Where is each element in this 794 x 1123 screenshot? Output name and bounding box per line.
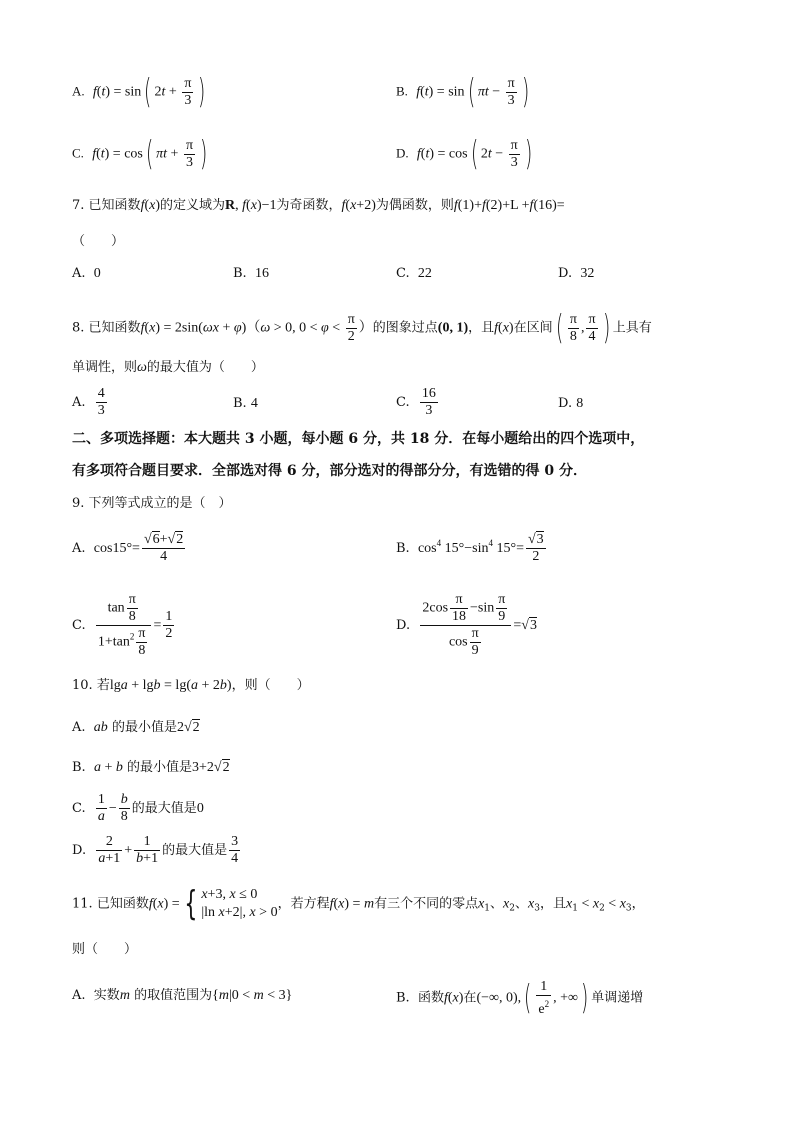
- q7-stem: 7. 已知函数f(x)的定义域为R, f(x)−1为奇函数，f(x+2)为偶函数，则f(1)+f(2)+L +f(16)=: [72, 198, 565, 213]
- q6-option-b[interactable]: B. f(t) = sin( πt − $\frac{\pi}{3}$ ): [396, 72, 529, 112]
- q8-option-c[interactable]: C. $\frac{16}{3}$: [396, 386, 436, 418]
- q6-option-a[interactable]: A. f(t) = sin( 2t + $\frac{\pi}{3}$ ): [72, 72, 206, 112]
- q7-option-c[interactable]: C. 22: [396, 266, 432, 281]
- q9-option-b[interactable]: B. $\cos^4 15^\circ-\sin^4$ 15°= $\frac{√3}{2}$: [396, 532, 544, 564]
- q10-option-c[interactable]: C. $\frac{1}{a}$ − $\frac{b}{8}$ 的最大值是0: [72, 792, 204, 824]
- q11-option-a[interactable]: A. 实数m 的取值范围为{m|0 < m < 3}: [72, 988, 293, 1003]
- q7-option-a[interactable]: A. 0: [72, 266, 101, 281]
- q10-stem: 10. 若lga + lgb = lg(a + 2b)，则（ ）: [72, 678, 310, 693]
- q8-option-a[interactable]: A. $\frac{4}{3}$: [72, 386, 105, 418]
- q6-option-c[interactable]: C. f(t) = cos( πt + $\frac{\pi}{3}$ ): [72, 134, 208, 174]
- q10-option-a[interactable]: A. ab 的最小值是2√2: [72, 720, 200, 735]
- q8-option-d[interactable]: D. 8: [558, 396, 584, 411]
- q8-stem: 8. 已知函数f(x) = 2sin(ωx + φ)（ω > 0, 0 < φ < $\frac{\pi}{2}$ ）的图象过点(0, 1)，且f(x)在区间( $\frac{\pi}{8}$ , $\frac{\pi}{4}$ ) 上具有: [72, 308, 652, 348]
- q6-a-expr: f: [92, 84, 97, 100]
- q11-option-b[interactable]: B. 函数f(x)在(−∞, 0),( $\frac{1}{e^2}$ , +∞) 单调递增: [396, 978, 644, 1018]
- q11-stem: 11. 已知函数f(x) = { x+3, x ≤ 0 |ln x+2|, x > 0，若方程f(x) = m有三个不同的零点$x_1$、$x_2$、$x_3$，且$x_1 < x_2 < x_3$，: [72, 884, 645, 924]
- q9-option-d[interactable]: D. 2cos $\frac{\pi}{18}$ −sin $\frac{\pi}{9}$ cos $\frac{\pi}{9}$ =√3: [396, 592, 537, 658]
- q7-answer-paren: （ ）: [72, 234, 125, 249]
- section-2-heading-line1: 二、多项选择题：本大题共 3 小题，每小题 6 分，共 18 分．在每小题给出的四个选项中，: [72, 431, 645, 447]
- q10-option-d[interactable]: D. $\frac{2}{a+1}$ + $\frac{1}{b+1}$ 的最大值是 $\frac{3}{4}$: [72, 834, 239, 866]
- q8-option-b[interactable]: B. 4: [233, 396, 258, 411]
- q9-option-a[interactable]: A. cos15°= $\frac{√6+√2}{4}$: [72, 532, 184, 564]
- q9-stem: 9. 下列等式成立的是（ ）: [72, 496, 232, 511]
- q11-stem-cont: 则（ ）: [72, 942, 138, 957]
- q9-option-c[interactable]: C. tan $\frac{\pi}{8}$ $1+\tan^2$ $\frac{\pi}{8}$ = $\frac{1}{2}$: [72, 592, 173, 658]
- section-2-heading-line2: 有多项符合题目要求．全部选对得 6 分，部分选对的得部分分，有选错的得 0 分．: [72, 463, 587, 479]
- q7-option-b[interactable]: B. 16: [233, 266, 269, 281]
- q7-option-d[interactable]: D. 32: [558, 266, 595, 281]
- q6-option-d[interactable]: D. f(t) = cos( 2t − $\frac{\pi}{3}$ ): [396, 134, 533, 174]
- q10-option-b[interactable]: B. a + b 的最小值是3+2√2: [72, 760, 230, 775]
- q8-stem-cont: 单调性，则ω的最大值为（ ）: [72, 360, 264, 375]
